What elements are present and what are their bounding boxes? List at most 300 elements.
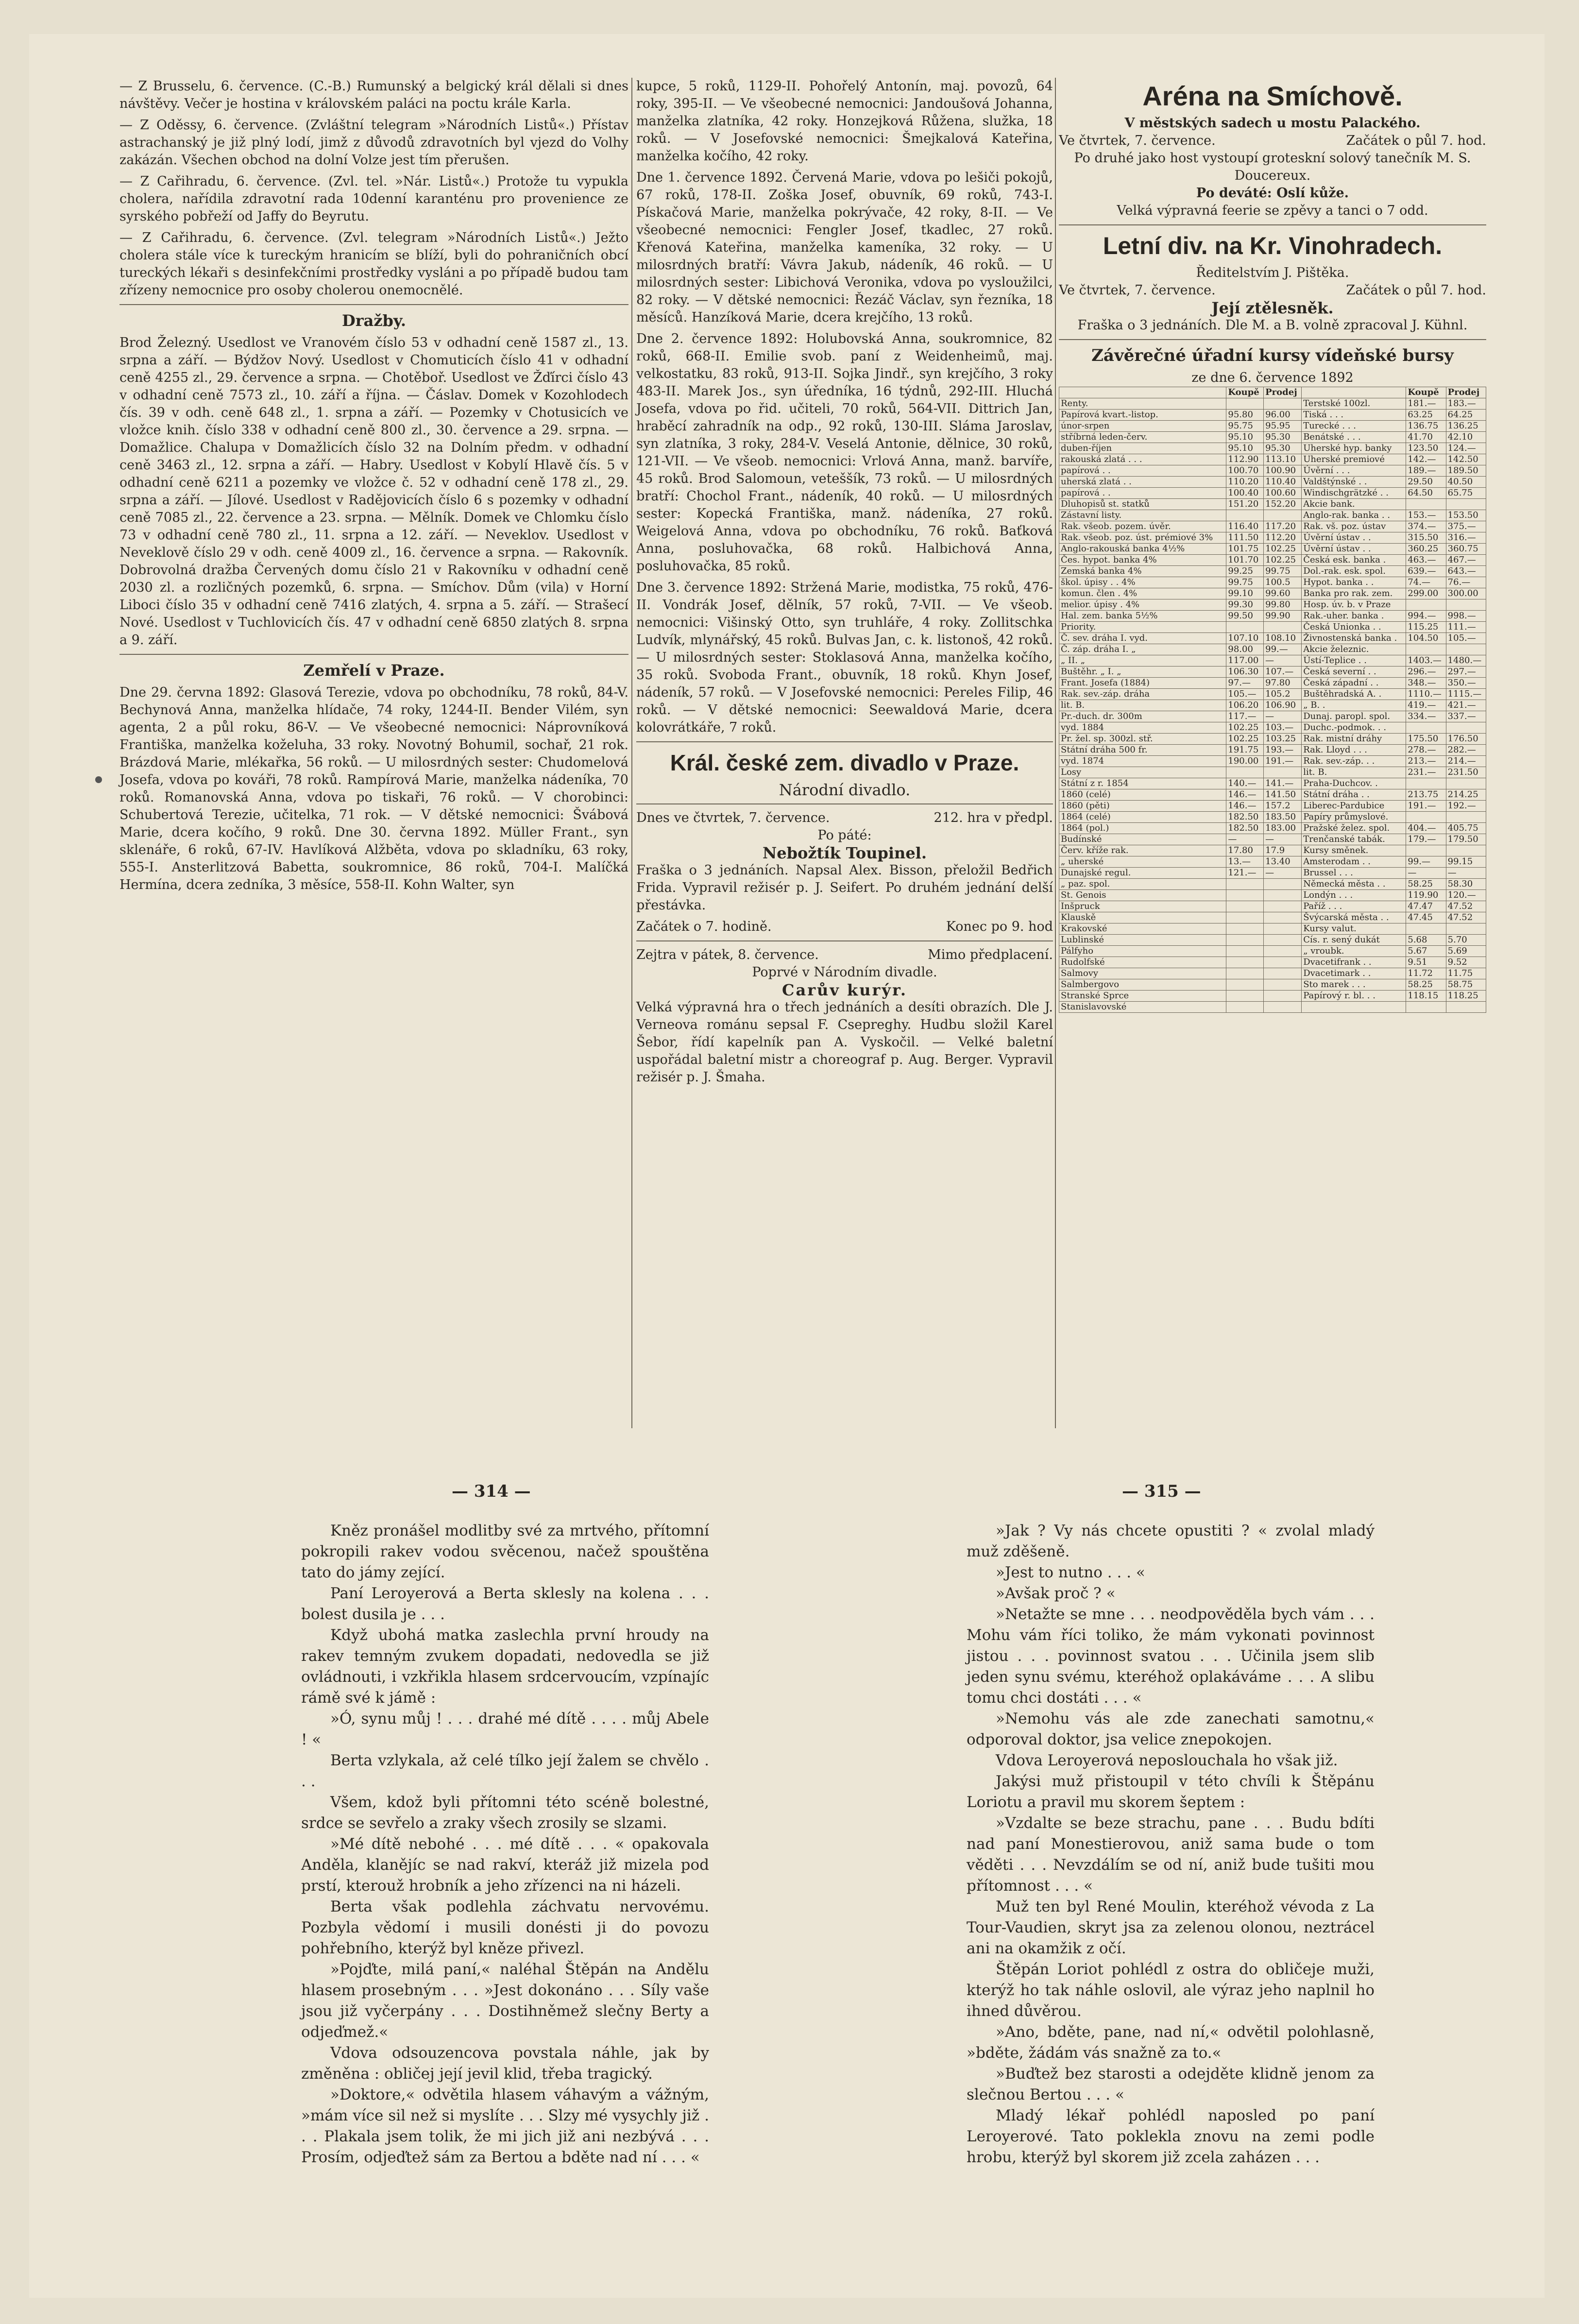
- novel-paragraph: Paní Leroyerová a Berta sklesly na kolena . . . bolest dusila je . . .: [301, 1585, 709, 1623]
- bourse-cell: Dunajské regul.: [1059, 868, 1226, 879]
- bourse-cell: Paříž . . .: [1302, 901, 1406, 912]
- bourse-cell: 998.—: [1446, 611, 1486, 622]
- bourse-row: [1059, 968, 1486, 979]
- performance-times: [636, 918, 1053, 936]
- bourse-cell: 360.25: [1406, 544, 1446, 555]
- bourse-cell: 1860 (celé): [1059, 789, 1226, 801]
- novel-paragraph: Když ubohá matka zaslechla první hroudy na rakev temným zvukem dopadati, nedovedla se již ovládnouti, i vzkřikla hlasem srdcervoucím, vzpínajíc rámě své k jámě :: [301, 1626, 709, 1707]
- novel-paragraph: Mladý lékař pohlédl naposled po paní Leroyerové. Tato poklekla znovu na zemi podle hrobu, kterýž byl skorem již zcela zaházen . . .: [967, 2107, 1375, 2166]
- bourse-cell: rakouská zlatá . . .: [1059, 454, 1226, 465]
- bourse-cell: 467.—: [1446, 555, 1486, 566]
- bourse-cell: —: [1226, 834, 1264, 845]
- bourse-cell: Klauskě: [1059, 912, 1226, 923]
- page-number-left: — 314 —: [452, 1482, 531, 1501]
- bourse-cell: 360.75: [1446, 544, 1486, 555]
- bourse-row: [1059, 644, 1486, 655]
- bourse-cell: Červ. kříže rak.: [1059, 845, 1226, 856]
- bourse-cell: Č. sev. dráha I. vyd.: [1059, 633, 1226, 644]
- theatre-subtitle: Národní divadlo.: [779, 781, 911, 799]
- bourse-cell: 118.25: [1446, 991, 1486, 1002]
- bourse-cell: 107.10: [1226, 633, 1264, 644]
- bourse-cell: 111.—: [1446, 622, 1486, 633]
- bourse-row: [1059, 678, 1486, 689]
- bourse-cell: Švýcarská města . .: [1302, 912, 1406, 923]
- bourse-cell: Amsterodam . .: [1302, 856, 1406, 868]
- bourse-cell: 101.75: [1226, 544, 1264, 555]
- performance-date: Dnes ve čtvrtek, 7. července.: [636, 810, 830, 825]
- bourse-cell: 103.—: [1264, 722, 1302, 734]
- bourse-cell: 116.40: [1226, 521, 1264, 532]
- bourse-cell: Dluhopisů st. statků: [1059, 499, 1226, 510]
- bourse-cell: 117.00: [1226, 655, 1264, 666]
- bourse-row: [1059, 789, 1486, 801]
- novel-paragraph: Muž ten byl René Moulin, kteréhož vévoda z La Tour-Vaudien, skryt jsa za zelenou olonou, neztrácel ani na okamžik z očí.: [967, 1898, 1375, 1957]
- bourse-cell: Česká severní . .: [1302, 666, 1406, 678]
- bourse-cell: [1406, 923, 1446, 935]
- arena-description-2: Velká výpravná feerie se zpěvy a tanci o 7 odd.: [1117, 203, 1428, 218]
- bourse-cell: [1226, 398, 1264, 410]
- bourse-cell: [1406, 845, 1446, 856]
- bourse-cell: Priority.: [1059, 622, 1226, 633]
- telegram: — Z Cařihradu, 6. července. (Zvl. telegram »Národních Listů«.) Ježto cholera stále více k tureckým hranicím se blíží, byli do pohraničních obcí tureckých lékaři s desinfekčními prostředky vysláni a po případě budou tam zřízeny nemocnice pro osoby cholerou onemocnělé.: [119, 230, 628, 298]
- bourse-cell: [1264, 510, 1302, 521]
- bourse-cell: 76.—: [1446, 577, 1486, 588]
- bourse-row: [1059, 488, 1486, 499]
- novel-paragraph: »Avšak proč ? «: [996, 1585, 1116, 1602]
- bourse-cell: [1264, 991, 1302, 1002]
- bourse-cell: 375.—: [1446, 521, 1486, 532]
- bourse-cell: Rak.-uher. banka .: [1302, 611, 1406, 622]
- bourse-cell: 214.25: [1446, 789, 1486, 801]
- bourse-row: [1059, 979, 1486, 991]
- bourse-cell: Tiská . . .: [1302, 410, 1406, 421]
- bourse-cell: 17.80: [1226, 845, 1264, 856]
- next-line: Poprvé v Národním divadle.: [752, 965, 937, 980]
- bourse-cell: Kursy valut.: [1302, 923, 1406, 935]
- bourse-cell: Windischgrätzké . .: [1302, 488, 1406, 499]
- bourse-cell: Banka pro rak. zem.: [1302, 588, 1406, 599]
- bourse-cell: Zástavní listy.: [1059, 510, 1226, 521]
- bourse-cell: 182.50: [1226, 812, 1264, 823]
- bourse-cell: 95.30: [1264, 443, 1302, 454]
- bourse-cell: Dvacetifrank . .: [1302, 957, 1406, 968]
- bourse-cell: 17.9: [1264, 845, 1302, 856]
- bourse-row: [1059, 734, 1486, 745]
- bourse-cell: komun. člen . 4%: [1059, 588, 1226, 599]
- bourse-cell: 179.50: [1446, 834, 1486, 845]
- bourse-cell: lit. B.: [1059, 700, 1226, 711]
- performance-count: Po páté:: [817, 828, 872, 843]
- novel-paragraph: Vdova odsouzencova povstala náhle, jak by změněna : obličej její jevil klid, třeba tragický.: [301, 2044, 709, 2083]
- bourse-cell: škol. úpisy . . 4%: [1059, 577, 1226, 588]
- bourse-cell: 1403.—: [1406, 655, 1446, 666]
- bourse-cell: 994.—: [1406, 611, 1446, 622]
- bourse-row: [1059, 778, 1486, 789]
- bourse-cell: Č. záp. dráha I. „: [1059, 644, 1226, 655]
- bourse-row: [1059, 410, 1486, 421]
- bourse-cell: 374.—: [1406, 521, 1446, 532]
- bourse-cell: 9.52: [1446, 957, 1486, 968]
- bourse-row: [1059, 544, 1486, 555]
- bourse-cell: —: [1264, 711, 1302, 722]
- divider: [636, 940, 1053, 941]
- bourse-row: [1059, 935, 1486, 946]
- bourse-cell: [1264, 946, 1302, 957]
- bourse-cell: Buštěhradská A. .: [1302, 689, 1406, 700]
- bourse-cell: 213.75: [1406, 789, 1446, 801]
- bourse-row: [1059, 599, 1486, 611]
- novel-paragraph: Vdova Leroyerová neposlouchala ho však již.: [996, 1752, 1338, 1769]
- bourse-cell: 643.—: [1446, 566, 1486, 577]
- bourse-cell: 1110.—: [1406, 689, 1446, 700]
- bourse-cell: Rudolfské: [1059, 957, 1226, 968]
- bourse-cell: Státní z r. 1854: [1059, 778, 1226, 789]
- bourse-cell: 115.25: [1406, 622, 1446, 633]
- bourse-cell: 182.50: [1226, 823, 1264, 834]
- bourse-row: [1059, 622, 1486, 633]
- bourse-cell: 42.10: [1446, 432, 1486, 443]
- bourse-cell: St. Genois: [1059, 890, 1226, 901]
- bourse-cell: 117.—: [1226, 711, 1264, 722]
- bourse-row: [1059, 611, 1486, 622]
- bourse-cell: Trenčanské tabák.: [1302, 834, 1406, 845]
- bourse-cell: Akcie bank.: [1302, 499, 1406, 510]
- bourse-cell: 419.—: [1406, 700, 1446, 711]
- telegram: — Z Cařihradu, 6. července. (Zvl. tel. »Nár. Listů«.) Protože tu vypukla cholera, nařídila zdravotní rada 10denní karanténu pro provenience ze syrského pobřeží od Jaffy do Beyrutu.: [119, 174, 628, 224]
- bourse-cell: Turecké . . .: [1302, 421, 1406, 432]
- bourse-cell: 97.80: [1264, 678, 1302, 689]
- bourse-cell: Budínské: [1059, 834, 1226, 845]
- bourse-cell: 146.—: [1226, 789, 1264, 801]
- letni-date: Ve čtvrtek, 7. července.: [1059, 283, 1216, 298]
- deaths-text: Dne 1. července 1892. Červená Marie, vdova po lešiči pokojů, 67 roků, 178-II. Zoška Josef, obuvník, 69 roků, 743-I. Pískačová Marie, manželka pokrývače, 42 roky, 8-II. — Ve všeobecné nemocnici: Fengler Josef, tkadlec, 27 roků. Křenová Kateřina, manželka kameníka, 32 roky. — U milosrdných bratří: Vávra Jakub, nádeník, 46 roků. — U milosrdných sester: Libichová Veronika, vdova po vysloužilci, 82 roky. — V dětské nemocnici: Řezáč Václav, syn řezníka, 18 měsíců. Hanzíková Marie, dcera krejčího, 13 roků.: [636, 170, 1053, 325]
- deaths-text: kupce, 5 roků, 1129-II. Pohořelý Antonín, maj. povozů, 64 roky, 395-II. — Ve všeobecné nemocnici: Jandoušová Johanna, manželka zlatníka, 42 roky. Honzejková Růžena, služka, 18 roků. — V Josefovské nemocnici: Šmejkalová Kateřina, manželka kočího, 42 roky.: [636, 79, 1053, 164]
- bourse-row: [1059, 991, 1486, 1002]
- column-rule: [631, 78, 632, 1428]
- bourse-cell: [1226, 510, 1264, 521]
- bourse-row: [1059, 555, 1486, 566]
- bourse-row: [1059, 421, 1486, 432]
- column-rule: [1055, 78, 1056, 1428]
- novel-paragraph: »Ano, bděte, pane, nad ní,« odvětil polohlasně, »bděte, žádám vás snažně za to.«: [967, 2023, 1375, 2062]
- bourse-cell: 153.50: [1446, 510, 1486, 521]
- bourse-row: [1059, 957, 1486, 968]
- bourse-cell: 214.—: [1446, 756, 1486, 767]
- bourse-cell: melior. úpisy . 4%: [1059, 599, 1226, 611]
- bourse-cell: 192.—: [1446, 801, 1486, 812]
- bourse-row: [1059, 856, 1486, 868]
- bourse-cell: Pražské želez. spol.: [1302, 823, 1406, 834]
- novel-paragraph: »Pojďte, milá paní,« naléhal Štěpán na Andělu hlasem prosebným . . . »Jest dokonáno . . . Síly vaše jsou již vyčerpány . . . Dostihněmež slečny Berty a odjeďmež.«: [301, 1961, 709, 2041]
- auctions-text: Brod Železný. Usedlost ve Vranovém číslo 53 v odhadní ceně 1587 zl., 13. srpna a září. — Býdžov Nový. Usedlost v Chomuticích číslo 41 v odhadní ceně 4255 zl., 29. července a srpna. — Chotěboř. Usedlost ve Žďírci číslo 43 v odhadní ceně 7573 zl., 10. září a října. — Čáslav. Domek v Kozohlodech čís. 39 v odh. ceně 648 zl., 1. srpna a září. — Pozemky v Chotusicích ve vložce knih. číslo 338 v odhadní ceně 800 zl., 30. července a 29. srpna. — Domažlice. Chalupa v Domažlicích číslo 32 na Dolním předm. v odhadní ceně 3463 zl., 12. srpna a září. — Habry. Usedlost v Kobylí Hlavě čís. 5 v odhadní ceně 6211 a pozemky ve vložce č. 52 v odhadní ceně 178 zl., 29. srpna a září. — Jílové. Usedlost v Radějovicích číslo 6 s pozemky v odhadní ceně 7085 zl., 22. července a 23. srpna. — Mělník. Domek ve Chlomku číslo 73 v odhadní ceně 780 zl., 11. srpna a 12. září. — Neveklov. Usedlost v Neveklově číslo 29 v odh. ceně 4009 zl., 16. července a srpna. — Rakovník. Dobrovolná dražba Červených domu číslo 21 v Rakovníku v odhadní ceně 2030 zl. a rozličných pozemků, 6. srpna. — Smíchov. Dům (vila) v Horní Liboci číslo 35 v odhadní ceně 7416 zlatých, 4. srpna a 5. září. — Strašecí Nové. Usedlost v Tuchlovicích čís. 47 v odhadní ceně 6850 zlatých 8. srpna a 9. září.: [119, 335, 628, 648]
- divider: [636, 741, 1053, 742]
- bourse-cell: [1446, 644, 1486, 655]
- bourse-cell: —: [1446, 868, 1486, 879]
- bourse-cell: [1226, 901, 1264, 912]
- divider: [119, 654, 628, 655]
- bourse-cell: 189.50: [1446, 465, 1486, 477]
- bourse-row: [1059, 532, 1486, 544]
- column-ads-bourse: [1059, 78, 1486, 1013]
- bourse-cell: únor-srpen: [1059, 421, 1226, 432]
- bourse-cell: 100.40: [1226, 488, 1264, 499]
- bourse-header-cell: [1302, 387, 1406, 398]
- next-date: Zejtra v pátek, 8. července.: [636, 947, 819, 962]
- bourse-cell: 63.25: [1406, 410, 1446, 421]
- bourse-cell: uherská zlatá . .: [1059, 477, 1226, 488]
- bourse-row: [1059, 633, 1486, 644]
- bourse-cell: 118.15: [1406, 991, 1446, 1002]
- bourse-cell: Papíry průmyslové.: [1302, 812, 1406, 823]
- bourse-cell: 112.20: [1264, 532, 1302, 544]
- divider: [119, 304, 628, 305]
- bourse-cell: 296.—: [1406, 666, 1446, 678]
- bourse-row: [1059, 834, 1486, 845]
- bourse-row: [1059, 845, 1486, 856]
- bourse-cell: 141.50: [1264, 789, 1302, 801]
- bourse-header-cell: Prodej: [1446, 387, 1486, 398]
- bourse-cell: 95.80: [1226, 410, 1264, 421]
- bourse-cell: 404.—: [1406, 823, 1446, 834]
- bourse-cell: Salmbergovo: [1059, 979, 1226, 991]
- bourse-cell: Sto marek . . .: [1302, 979, 1406, 991]
- bourse-cell: 299.00: [1406, 588, 1446, 599]
- bourse-cell: 189.—: [1406, 465, 1446, 477]
- bourse-cell: [1226, 991, 1264, 1002]
- divider: [636, 803, 1053, 804]
- bourse-cell: „ II. „: [1059, 655, 1226, 666]
- bourse-cell: [1406, 1002, 1446, 1013]
- divider: [1059, 339, 1486, 340]
- bourse-cell: 183.50: [1264, 812, 1302, 823]
- bourse-cell: 105.2: [1264, 689, 1302, 700]
- bourse-cell: 11.75: [1446, 968, 1486, 979]
- bourse-cell: [1446, 599, 1486, 611]
- bourse-cell: 119.90: [1406, 890, 1446, 901]
- bourse-row: [1059, 767, 1486, 778]
- bourse-cell: Valdštýnské . .: [1302, 477, 1406, 488]
- bourse-cell: [1264, 622, 1302, 633]
- bourse-cell: „ B. .: [1302, 700, 1406, 711]
- bourse-cell: 99.90: [1264, 611, 1302, 622]
- bourse-cell: 95.30: [1264, 432, 1302, 443]
- bourse-cell: 108.10: [1264, 633, 1302, 644]
- bourse-cell: [1264, 901, 1302, 912]
- novel-paragraph: Berta však podlehla záchvatu nervovému. Pozbyla vědomí i musili donésti ji do povozu pohřebního, kterýž byl kněze přivezl.: [301, 1898, 709, 1957]
- bourse-cell: —: [1406, 868, 1446, 879]
- bourse-cell: [1226, 979, 1264, 991]
- bourse-cell: 337.—: [1446, 711, 1486, 722]
- bourse-cell: [1264, 398, 1302, 410]
- novel-paragraph: »Jest to nutno . . . «: [996, 1564, 1145, 1581]
- bourse-cell: [1406, 778, 1446, 789]
- bourse-cell: stříbrná leden-červ.: [1059, 432, 1226, 443]
- bourse-cell: 181.—: [1406, 398, 1446, 410]
- bourse-cell: 191.—: [1264, 756, 1302, 767]
- next-title: Carův kurýr.: [781, 981, 907, 999]
- bourse-row: [1059, 477, 1486, 488]
- bourse-cell: Hypot. banka . .: [1302, 577, 1406, 588]
- novel-page-right: [967, 1521, 1375, 2168]
- bourse-cell: 179.—: [1406, 834, 1446, 845]
- bourse-cell: 231.—: [1406, 767, 1446, 778]
- bourse-cell: Cís. r. sený dukát: [1302, 935, 1406, 946]
- bourse-cell: Renty.: [1059, 398, 1226, 410]
- bourse-cell: 99.80: [1264, 599, 1302, 611]
- bourse-row: [1059, 1002, 1486, 1013]
- bourse-cell: 300.00: [1446, 588, 1486, 599]
- bourse-row: [1059, 812, 1486, 823]
- novel-paragraph: Berta vzlykala, až celé tílko její žalem se chvělo . . .: [301, 1752, 709, 1790]
- bourse-cell: 95.75: [1226, 421, 1264, 432]
- bourse-cell: [1226, 935, 1264, 946]
- bourse-cell: 99.25: [1226, 566, 1264, 577]
- bourse-cell: Dvacetimark . .: [1302, 968, 1406, 979]
- bourse-cell: [1226, 879, 1264, 890]
- letni-subtitle: Ředitelstvím J. Pištěka.: [1196, 265, 1349, 280]
- bourse-cell: 231.50: [1446, 767, 1486, 778]
- bourse-cell: 1864 (pol.): [1059, 823, 1226, 834]
- bourse-row: [1059, 868, 1486, 879]
- bourse-cell: 5.70: [1446, 935, 1486, 946]
- bourse-cell: Terstské 100zl.: [1302, 398, 1406, 410]
- bourse-cell: Papírová kvart.-listop.: [1059, 410, 1226, 421]
- bourse-cell: 183.—: [1446, 398, 1486, 410]
- bourse-row: [1059, 398, 1486, 410]
- performance-number: 212. hra v předpl.: [934, 810, 1053, 825]
- next-date-row: [636, 946, 1053, 964]
- bourse-cell: 153.—: [1406, 510, 1446, 521]
- bourse-cell: 103.25: [1264, 734, 1302, 745]
- bourse-cell: 100.90: [1264, 465, 1302, 477]
- bourse-row: [1059, 510, 1486, 521]
- bourse-cell: [1264, 912, 1302, 923]
- bourse-cell: duben-říjen: [1059, 443, 1226, 454]
- bourse-row: [1059, 655, 1486, 666]
- bourse-cell: [1264, 890, 1302, 901]
- bourse-cell: 213.—: [1406, 756, 1446, 767]
- bourse-cell: [1226, 923, 1264, 935]
- bourse-cell: [1264, 935, 1302, 946]
- page-number-right: — 315 —: [1122, 1482, 1201, 1501]
- bourse-cell: 41.70: [1406, 432, 1446, 443]
- bourse-cell: 348.—: [1406, 678, 1446, 689]
- bourse-cell: [1406, 722, 1446, 734]
- bourse-cell: 64.50: [1406, 488, 1446, 499]
- bourse-cell: [1226, 622, 1264, 633]
- bourse-cell: 123.50: [1406, 443, 1446, 454]
- bourse-cell: Buštěhr. „ I. „: [1059, 666, 1226, 678]
- bourse-cell: 13.—: [1226, 856, 1264, 868]
- bourse-cell: [1446, 845, 1486, 856]
- bourse-cell: 110.20: [1226, 477, 1264, 488]
- bourse-cell: [1226, 968, 1264, 979]
- bourse-cell: Rak. mistní dráhy: [1302, 734, 1406, 745]
- bourse-cell: 152.20: [1264, 499, 1302, 510]
- bourse-cell: Úvěrní . . .: [1302, 465, 1406, 477]
- bourse-cell: Hal. zem. banka 5½%: [1059, 611, 1226, 622]
- bourse-cell: 104.50: [1406, 633, 1446, 644]
- bourse-cell: Česká Unionka . .: [1302, 622, 1406, 633]
- bourse-cell: 99.30: [1226, 599, 1264, 611]
- performance-start: Začátek o 7. hodině.: [636, 919, 772, 934]
- bourse-cell: —: [1264, 868, 1302, 879]
- bourse-body: [1059, 398, 1486, 1013]
- bourse-cell: papírová . .: [1059, 488, 1226, 499]
- bourse-cell: 136.25: [1446, 421, 1486, 432]
- bourse-cell: 100.70: [1226, 465, 1264, 477]
- bourse-cell: Pálfyho: [1059, 946, 1226, 957]
- bourse-row: [1059, 432, 1486, 443]
- bourse-cell: 334.—: [1406, 711, 1446, 722]
- performance-title: Nebožtík Toupinel.: [763, 844, 927, 862]
- bourse-cell: 120.—: [1446, 890, 1486, 901]
- bourse-row: [1059, 499, 1486, 510]
- auctions-heading: Dražby.: [342, 311, 406, 330]
- deaths-text: Dne 3. července 1892: Stržená Marie, modistka, 75 roků, 476-II. Vondrák Josef, dělník, 57 roků, 7-VII. — Ve všeob. nemocnici: Višinský Otto, syn truhláře, 4 roky. Zollitschka Ludvík, mlynářský, 45 roků. Bulvas Jan, c. k. listonoš, 42 roků. — U milosrdných sester: Stoklasová Anna, manželka kočího, 35 roků. Svoboda Frant., obuvník, 18 roků. Khyn Josef, nádeník, 57 roků. — V Josefovské nemocnici: Pereles Filip, 46 roků. — V dětské nemocnici: Seewaldová Marie, dcera kolovrátkáře, 7 roků.: [636, 580, 1053, 735]
- bourse-cell: 140.—: [1226, 778, 1264, 789]
- bourse-cell: [1406, 599, 1446, 611]
- bourse-row: [1059, 722, 1486, 734]
- bourse-cell: 47.45: [1406, 912, 1446, 923]
- bourse-row: [1059, 566, 1486, 577]
- bourse-cell: [1406, 499, 1446, 510]
- bourse-cell: 11.72: [1406, 968, 1446, 979]
- fold-mark: [95, 776, 102, 783]
- bourse-cell: 96.00: [1264, 410, 1302, 421]
- bourse-cell: [1264, 968, 1302, 979]
- bourse-cell: 29.50: [1406, 477, 1446, 488]
- arena-play: Po deváté: Oslí kůže.: [1196, 186, 1349, 201]
- bourse-cell: 65.75: [1446, 488, 1486, 499]
- bourse-header-cell: Prodej: [1264, 387, 1302, 398]
- bourse-cell: [1302, 1002, 1406, 1013]
- arena-date: Ve čtvrtek, 7. července.: [1059, 133, 1216, 148]
- bourse-row: [1059, 879, 1486, 890]
- bourse-cell: 282.—: [1446, 745, 1486, 756]
- bourse-cell: Uherské premiové: [1302, 454, 1406, 465]
- bourse-cell: 106.20: [1226, 700, 1264, 711]
- bourse-cell: Česká západní . .: [1302, 678, 1406, 689]
- bourse-cell: „ uherské: [1059, 856, 1226, 868]
- bourse-cell: Úvěrní ústav . .: [1302, 544, 1406, 555]
- bourse-cell: [1264, 979, 1302, 991]
- bourse-cell: 95.10: [1226, 443, 1264, 454]
- bourse-cell: 350.—: [1446, 678, 1486, 689]
- bourse-row: [1059, 890, 1486, 901]
- bourse-cell: 100.5: [1264, 577, 1302, 588]
- bourse-cell: 106.90: [1264, 700, 1302, 711]
- bourse-cell: 190.00: [1226, 756, 1264, 767]
- bourse-cell: 421.—: [1446, 700, 1486, 711]
- bourse-cell: 142.—: [1406, 454, 1446, 465]
- bourse-cell: 101.70: [1226, 555, 1264, 566]
- bourse-cell: 74.—: [1406, 577, 1446, 588]
- bourse-cell: 47.52: [1446, 912, 1486, 923]
- arena-title: Aréna na Smíchově.: [1142, 81, 1403, 111]
- bourse-row: [1059, 923, 1486, 935]
- column-news: [119, 78, 628, 898]
- bourse-cell: „ paz. spol.: [1059, 879, 1226, 890]
- bourse-cell: [1226, 912, 1264, 923]
- bourse-cell: Salmovy: [1059, 968, 1226, 979]
- bourse-cell: Krakovské: [1059, 923, 1226, 935]
- bourse-cell: 99.—: [1406, 856, 1446, 868]
- deaths-heading: Zemřelí v Praze.: [303, 661, 445, 680]
- bourse-cell: Anglo-rak. banka . .: [1302, 510, 1406, 521]
- bourse-cell: 157.2: [1264, 801, 1302, 812]
- bourse-cell: 141.—: [1264, 778, 1302, 789]
